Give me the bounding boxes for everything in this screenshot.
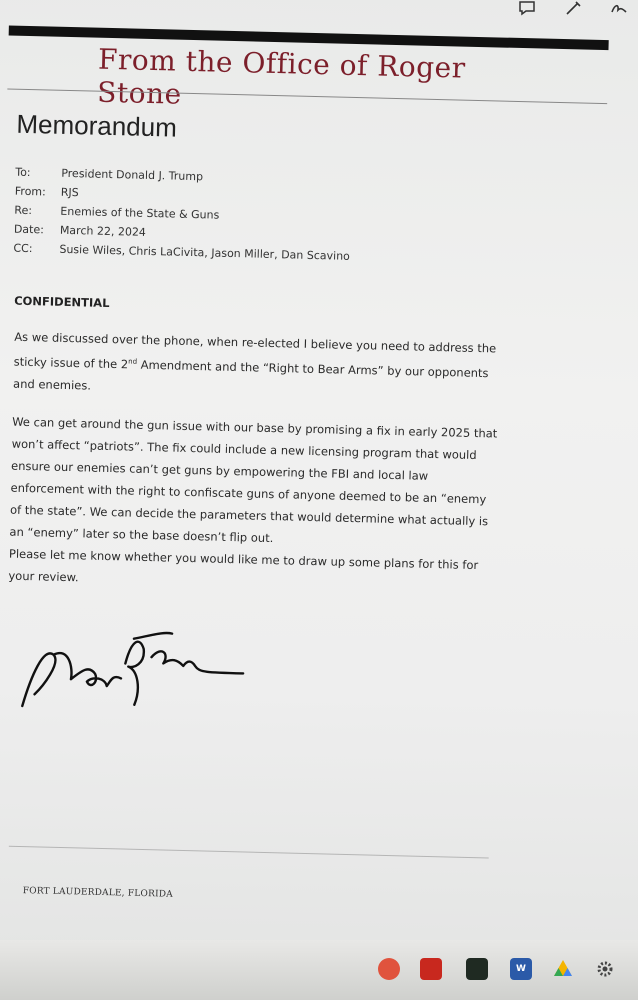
field-value: RJS (60, 185, 79, 200)
letterhead-title: From the Office of Roger Stone (96, 42, 467, 111)
settings-icon[interactable] (594, 958, 616, 980)
footer-location: FORT LAUDERDALE, FLORIDA (22, 886, 173, 900)
terminal-icon[interactable] (466, 958, 488, 980)
field-value: President Donald J. Trump (61, 166, 204, 184)
confidential-label: CONFIDENTIAL (14, 293, 110, 311)
footer-rule (9, 846, 489, 859)
sign-icon[interactable] (610, 0, 628, 16)
paragraph-1-text: As we discussed over the phone, when re-elected I believe you need to address the sticky issue of the 2 (13, 329, 497, 372)
taskbar (0, 940, 638, 1000)
memo-fields (13, 163, 352, 266)
acrobat-icon[interactable] (420, 958, 442, 980)
paragraph-3: Please let me know whether you would like me to draw up some plans for this for your review. (8, 546, 479, 585)
word-icon[interactable] (510, 958, 532, 980)
paragraph-1-text-end: Amendment and the “Right to Bear Arms” by our opponents and enemies. (12, 357, 489, 393)
field-value: Enemies of the State & Guns (60, 204, 220, 222)
chrome-icon[interactable] (378, 958, 400, 980)
field-key: Re: (14, 203, 33, 218)
window-toolbar (518, 0, 628, 22)
ordinal-suffix: nd (128, 357, 138, 366)
paragraph-2: We can get around the gun issue with our base by promising a fix in early 2025 that won’t affect “patriots”. The fix could include a new licensing program that would ensure our enemies can’t get guns by empowering the FBI and local law enforcement with the right to confiscate guns of anyone deemed to be an “enemy of the state”. We can decide the parameters that would determine what actually is an “enemy” later so the base doesn’t flip out. (9, 414, 498, 546)
memo-heading: Memorandum (16, 108, 178, 143)
field-key: Date: (13, 222, 45, 237)
pen-icon[interactable] (564, 0, 582, 16)
field-key: CC: (13, 241, 33, 256)
comment-icon[interactable] (518, 0, 536, 16)
signature (12, 606, 255, 722)
word-icon-label: W (516, 964, 526, 974)
paragraph-1 (13, 326, 505, 407)
field-value: Susie Wiles, Chris LaCivita, Jason Miller, Dan Scavino (59, 242, 351, 263)
field-key: From: (14, 184, 46, 199)
drive-icon[interactable] (552, 958, 574, 980)
field-key: To: (15, 165, 31, 180)
field-value: March 22, 2024 (59, 223, 147, 239)
